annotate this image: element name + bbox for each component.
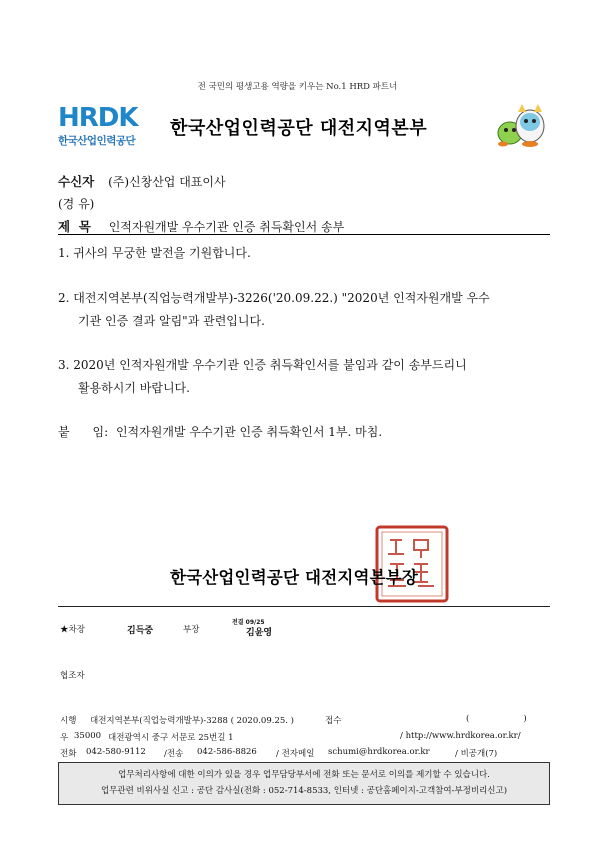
slogan: 전 국민의 평생고용 역량을 키우는 No.1 HRD 파트너 bbox=[197, 82, 398, 92]
paragraph-1: 1. 귀사의 무궁한 발전을 기원합니다. bbox=[58, 246, 251, 260]
fax-number: 042-586-8826 bbox=[197, 747, 257, 757]
cooperator-label: 협조자 bbox=[60, 671, 85, 681]
paragraph-2-line-2: 기관 인증 결과 알림"과 관련입니다. bbox=[78, 314, 265, 328]
postal-code: 35000 bbox=[74, 731, 102, 741]
paragraph-3-line-2: 활용하시기 바랍니다. bbox=[78, 381, 190, 395]
attachment-label: 붙 임: bbox=[58, 425, 109, 439]
drafter-role: ★차장 bbox=[60, 625, 85, 635]
receipt-value: ( ) bbox=[466, 714, 527, 724]
recipient-value: (주)신창산업 대표이사 bbox=[108, 175, 226, 189]
phone-number: 042-580-9112 bbox=[86, 747, 146, 757]
website-link[interactable]: / http://www.hrdkorea.or.kr/ bbox=[400, 731, 521, 741]
address: 대전광역시 중구 서문로 25번길 1 bbox=[108, 733, 234, 743]
enforcement-value: 대전지역본부(직업능력개발부)-3288 ( 2020.09.25. ) bbox=[90, 716, 294, 726]
notice-box bbox=[58, 762, 550, 805]
organization-title: 한국산업인력공단 대전지역본부 bbox=[170, 118, 428, 139]
disclosure-status: / 비공개(7) bbox=[455, 749, 498, 759]
email-address[interactable]: schumi@hrdkorea.or.kr bbox=[328, 747, 430, 757]
mascot-icon bbox=[494, 100, 548, 150]
logo-mark: HRDK bbox=[58, 103, 138, 133]
sender-signature: 한국산업인력공단 대전지역본부장 bbox=[170, 568, 419, 587]
recipient-label: 수신자 bbox=[58, 174, 95, 189]
phone-label: 전화 bbox=[60, 749, 77, 759]
hrdk-logo bbox=[58, 104, 158, 146]
recipient-row bbox=[58, 172, 226, 190]
logo-subtitle: 한국산업인력공단 bbox=[58, 135, 136, 147]
approver-delegation-note: 전결 09/25 bbox=[232, 619, 265, 626]
drafter-name: 김득중 bbox=[127, 626, 154, 636]
postal-label: 우 bbox=[60, 733, 69, 743]
subject-row bbox=[58, 217, 344, 235]
subject-label: 제 목 bbox=[58, 219, 91, 234]
paragraph-2-line-1: 2. 대전지역본부(직업능력개발부)-3226('20.09.22.) "2020년 인적자원개발 우수 bbox=[58, 291, 490, 305]
notice-line-1: 업무처리사항에 대한 이의가 있을 경우 업무담당부서에 전화 또는 문서로 이의를 제기할 수 있습니다. bbox=[118, 770, 490, 780]
via-row: (경 유) bbox=[58, 197, 95, 211]
paragraph-3-line-1: 3. 2020년 인적자원개발 우수기관 인증 취득확인서를 붙임과 같이 송부드리니 bbox=[58, 358, 467, 372]
attachment-value: 인적자원개발 우수기관 인증 취득확인서 1부. 마침. bbox=[115, 425, 383, 439]
attachment-row bbox=[58, 420, 382, 444]
enforcement-label: 시행 bbox=[60, 716, 77, 726]
subject-divider bbox=[58, 234, 550, 235]
subject-value: 인적자원개발 우수기관 인증 취득확인서 송부 bbox=[108, 220, 345, 234]
email-label: / 전자메일 bbox=[276, 749, 315, 759]
approver-name: 김윤영 bbox=[246, 628, 273, 638]
approval-top-rule bbox=[58, 606, 550, 607]
approver-role: 부장 bbox=[183, 625, 200, 635]
fax-label: /전송 bbox=[164, 749, 184, 759]
notice-line-2: 업무관련 비위사실 신고 : 공단 감사실(전화 : 052-714-8533, 인터넷 : 공단홈페이지-고객참여-부정비리신고) bbox=[100, 786, 508, 796]
receipt-label: 접수 bbox=[325, 716, 342, 726]
